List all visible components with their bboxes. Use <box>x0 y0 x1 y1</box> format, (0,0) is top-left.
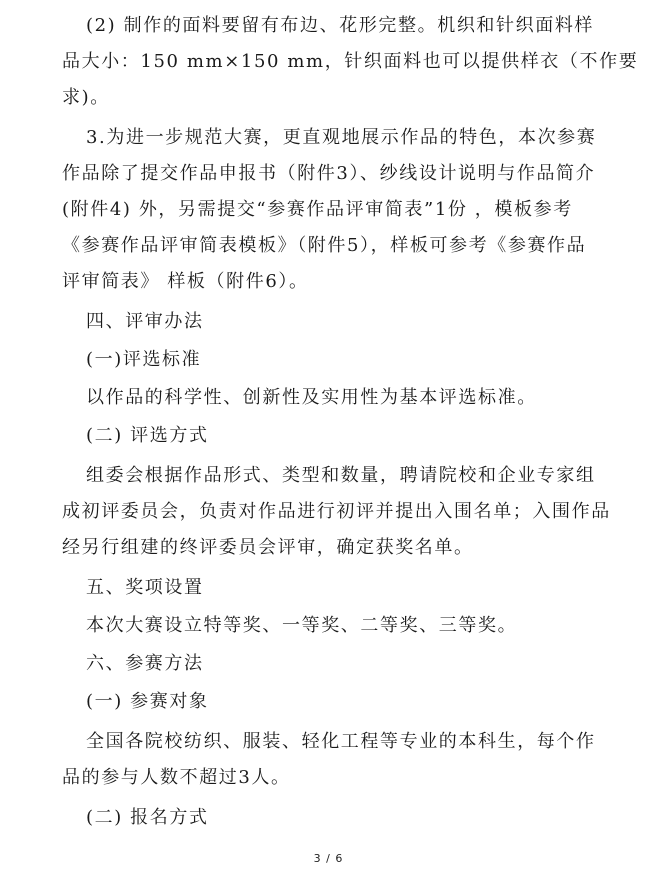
para-line-8: 评审简表》 样板（附件6）。 <box>62 271 309 292</box>
para-line-6: (附件4) 外，另需提交“参赛作品评审简表”1份 ，模板参考 <box>62 199 573 220</box>
para-line-5: 作品除了提交作品申报书（附件3）、纱线设计说明与作品简介 <box>62 163 596 184</box>
para-line-11: 成初评委员会，负责对作品进行初评并提出入围名单；入围作品 <box>62 501 611 522</box>
subheading-2: (二) 评选方式 <box>86 425 209 446</box>
para-line-9: 以作品的科学性、创新性及实用性为基本评选标准。 <box>86 387 537 408</box>
section-heading-6: 六、参赛方法 <box>86 653 204 674</box>
para-line-7: 《参赛作品评审简表模板》（附件5），样板可参考《参赛作品 <box>62 235 587 256</box>
para-line-4: 3.为进一步规范大赛，更直观地展示作品的特色，本次参赛 <box>86 127 597 148</box>
para-line-1: (2) 制作的面料要留有布边、花形完整。机织和针织面料样 <box>86 15 595 36</box>
subheading-1: (一)评选标准 <box>86 349 202 370</box>
para-line-15: 品的参与人数不超过3人。 <box>62 767 291 788</box>
subheading-4: (二) 报名方式 <box>86 807 209 828</box>
para-line-12: 经另行组建的终评委员会评审，确定获奖名单。 <box>62 537 474 558</box>
para-line-10: 组委会根据作品形式、类型和数量，聘请院校和企业专家组 <box>86 465 596 486</box>
para-line-13: 本次大赛设立特等奖、一等奖、二等奖、三等奖。 <box>86 615 518 636</box>
subheading-3: (一) 参赛对象 <box>86 691 209 712</box>
page-number: 3 / 6 <box>313 852 344 865</box>
section-heading-5: 五、奖项设置 <box>86 577 204 598</box>
para-line-2: 品大小：150 mm×150 mm，针织面料也可以提供样衣（不作要 <box>62 51 639 72</box>
para-line-14: 全国各院校纺织、服装、轻化工程等专业的本科生，每个作 <box>86 731 596 752</box>
para-line-3: 求)。 <box>62 87 110 108</box>
section-heading-4: 四、评审办法 <box>86 311 204 332</box>
